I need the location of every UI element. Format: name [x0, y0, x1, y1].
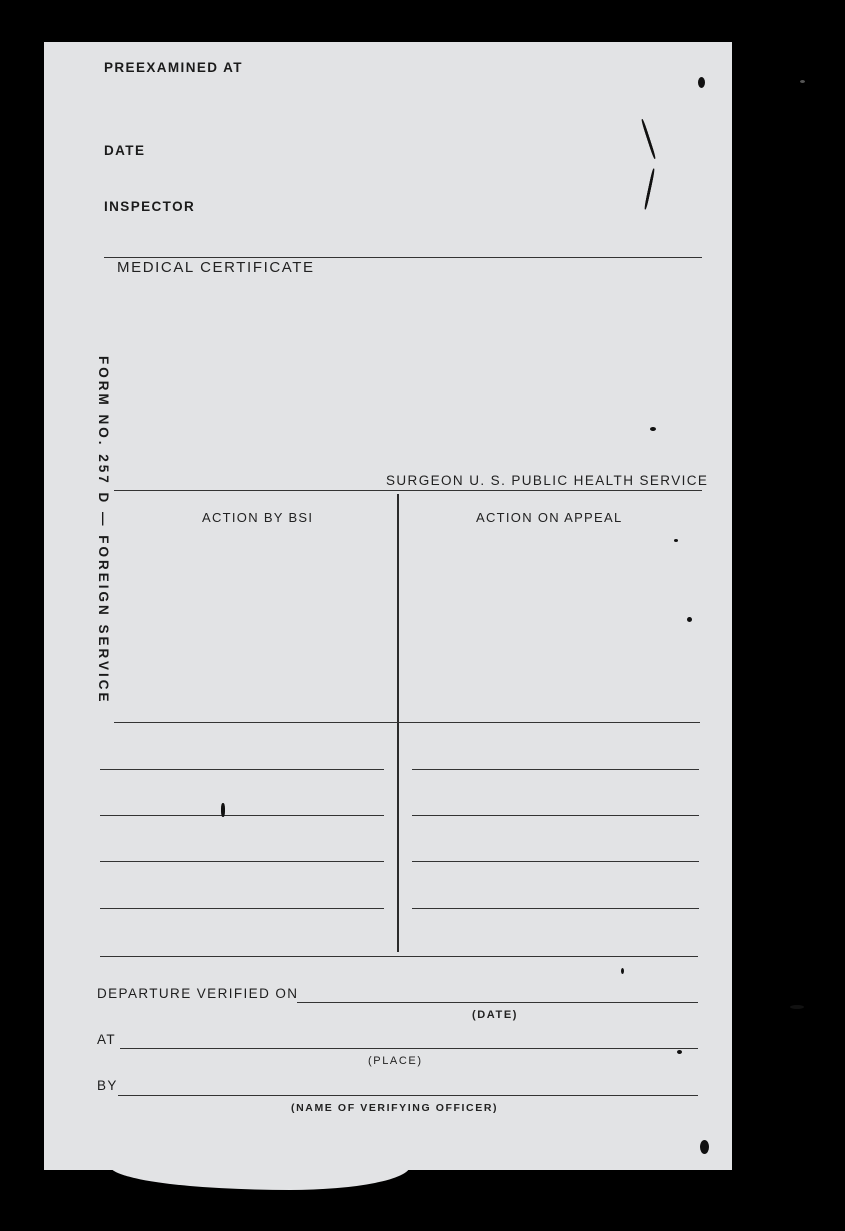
place-caption: (PLACE) [368, 1055, 423, 1067]
by-label: BY [97, 1078, 118, 1093]
officer-line [118, 1095, 698, 1096]
ink-mark [221, 803, 225, 817]
action-line [100, 956, 698, 957]
action-line [412, 861, 699, 862]
torn-edge [110, 1166, 410, 1190]
action-line [412, 815, 699, 816]
surgeon-signature-line [114, 490, 702, 491]
action-line [412, 908, 699, 909]
ink-speck [674, 539, 678, 542]
inspector-label: INSPECTOR [104, 199, 196, 214]
action-bsi-heading: ACTION BY BSI [202, 510, 314, 525]
action-line [100, 769, 384, 770]
place-line [120, 1048, 698, 1049]
column-divider [397, 494, 399, 952]
ink-speck [687, 617, 692, 622]
header-divider [104, 257, 702, 258]
action-line [100, 861, 384, 862]
action-line [100, 815, 384, 816]
ink-speck [677, 1050, 682, 1054]
at-label: AT [97, 1032, 117, 1047]
date-caption: (DATE) [472, 1009, 519, 1021]
ink-speck [650, 427, 656, 431]
edge-speck [800, 80, 805, 83]
preexamined-label: PREEXAMINED AT [104, 60, 243, 75]
date-label: DATE [104, 143, 146, 158]
departure-label: DEPARTURE VERIFIED ON [97, 986, 299, 1001]
ink-blot [700, 1140, 709, 1154]
ink-speck [621, 968, 624, 974]
departure-date-line [297, 1002, 698, 1003]
action-line [100, 908, 384, 909]
certificate-title: MEDICAL CERTIFICATE [117, 259, 315, 276]
action-line [114, 722, 700, 723]
officer-caption: (NAME OF VERIFYING OFFICER) [291, 1102, 499, 1114]
edge-speck [790, 1005, 804, 1009]
ink-mark [698, 77, 705, 88]
form-number-vertical: FORM NO. 257 D — FOREIGN SERVICE [96, 356, 111, 705]
action-line [412, 769, 699, 770]
action-appeal-heading: ACTION ON APPEAL [476, 510, 623, 525]
surgeon-caption: SURGEON U. S. PUBLIC HEALTH SERVICE [386, 473, 709, 488]
